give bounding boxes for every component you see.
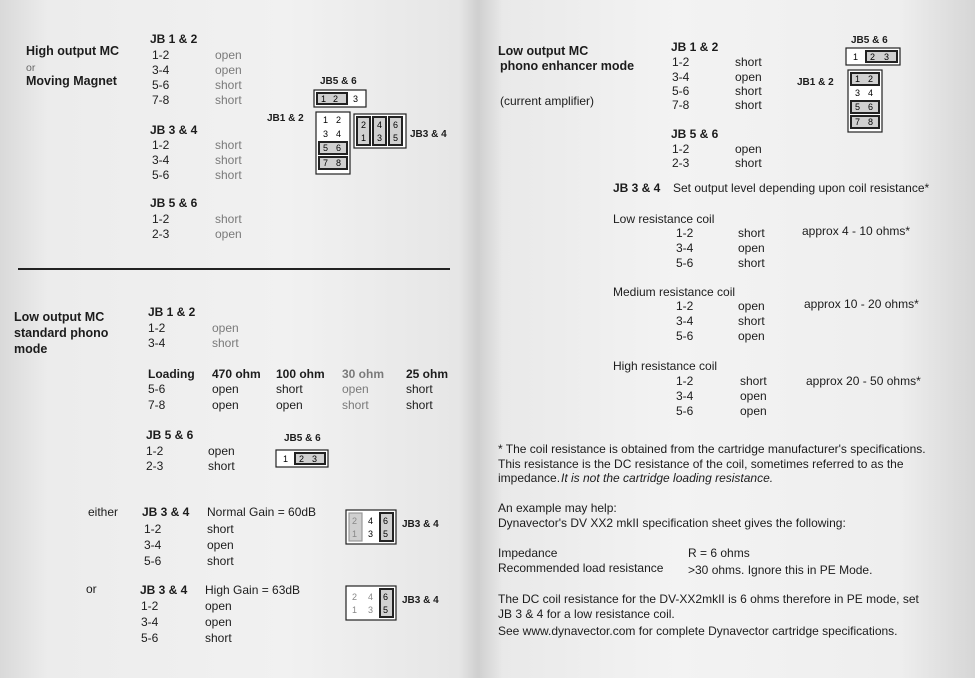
svg-text:1: 1	[352, 529, 358, 539]
or-pin: 5-6	[141, 631, 159, 645]
mode2-jb56-state: short	[208, 459, 235, 473]
svg-text:6: 6	[383, 592, 389, 602]
mode2-title-line2: standard phono	[14, 326, 109, 340]
or-gain: High Gain = 63dB	[205, 583, 301, 597]
mode1-jb12-state: short	[215, 78, 242, 92]
mode1-diagram-jb34-label: JB3 & 4	[410, 129, 447, 140]
mode1-title-line2: Moving Magnet	[26, 74, 117, 88]
loading-cell: open	[342, 382, 369, 396]
mode1-title-line1: High output MC	[26, 44, 120, 58]
loading-header: 30 ohm	[342, 367, 385, 381]
svg-text:1: 1	[321, 94, 327, 104]
pe-jb12-pin: 3-4	[672, 70, 690, 84]
coil-high-state: open	[740, 404, 767, 418]
spec-label: Recommended load resistance	[498, 561, 664, 575]
loading-header: 470 ohm	[212, 367, 261, 381]
svg-text:5: 5	[393, 133, 399, 143]
mode2-jb56-title: JB 5 & 6	[146, 428, 194, 442]
coil-medium-pin: 5-6	[676, 329, 694, 343]
either-pin: 1-2	[144, 522, 162, 536]
svg-text:3: 3	[353, 94, 359, 104]
mode1-jb12-pin: 1-2	[152, 48, 170, 62]
coil-medium-approx: approx 10 - 20 ohms*	[804, 297, 919, 311]
jb56-header	[314, 90, 366, 107]
svg-text:5: 5	[383, 529, 389, 539]
pe-mode-title-line1: Low output MC	[498, 44, 589, 58]
svg-text:6: 6	[383, 516, 389, 526]
right-page	[478, 0, 975, 678]
footnote-line: * The coil resistance is obtained from the cartridge manufacturer's specifications.	[498, 442, 926, 456]
or-pin: 1-2	[141, 599, 159, 613]
mode2-jb12-title: JB 1 & 2	[148, 305, 196, 319]
coil-low-name: Low resistance coil	[613, 212, 715, 226]
mode1-jumper-diagram	[314, 90, 444, 180]
either-state: short	[207, 554, 234, 568]
pe-jb34-heading: JB 3 & 4	[613, 181, 661, 195]
svg-text:3: 3	[368, 529, 374, 539]
svg-text:6: 6	[336, 143, 342, 153]
svg-text:7: 7	[855, 117, 861, 127]
example-line: Dynavector's DV XX2 mkII specification sheet gives the following:	[498, 516, 846, 530]
mode1-jb12-state: short	[215, 93, 242, 107]
coil-medium-state: open	[738, 299, 765, 313]
either-jb34-diagram	[346, 510, 398, 546]
mode1-jb12-pin: 3-4	[152, 63, 170, 77]
loading-cell: open	[212, 382, 239, 396]
mode1-jb34-pin: 5-6	[152, 168, 170, 182]
pe-jb12-state: open	[735, 70, 762, 84]
svg-text:1: 1	[283, 454, 289, 464]
or-jb34-title: JB 3 & 4	[140, 583, 188, 597]
mode1-jb12-pin: 5-6	[152, 78, 170, 92]
loading-cell: short	[406, 382, 433, 396]
coil-high-state: open	[740, 389, 767, 403]
loading-cell: short	[406, 398, 433, 412]
svg-text:1: 1	[361, 133, 367, 143]
pe-mode-title-line2: phono enhancer mode	[500, 59, 635, 73]
pe-jb12-title: JB 1 & 2	[671, 40, 719, 54]
mode1-diagram-jb12-label: JB1 & 2	[267, 113, 304, 124]
mode2-jb12-state: open	[212, 321, 239, 335]
pe-jb12-pin: 7-8	[672, 98, 690, 112]
coil-medium-state: short	[738, 314, 765, 328]
svg-text:8: 8	[336, 158, 342, 168]
mode2-jb12-pin: 3-4	[148, 336, 166, 350]
mode1-jb34-state: short	[215, 153, 242, 167]
or-state: open	[205, 599, 232, 613]
pe-jb56-pin: 1-2	[672, 142, 690, 156]
coil-medium-pin: 3-4	[676, 314, 694, 328]
mode1-jb56-pin: 1-2	[152, 212, 170, 226]
pe-jb12-state: short	[735, 84, 762, 98]
svg-text:8: 8	[868, 117, 874, 127]
svg-text:5: 5	[855, 102, 861, 112]
section-divider	[18, 268, 450, 270]
coil-low-approx: approx 4 - 10 ohms*	[802, 224, 911, 238]
conclusion-line: JB 3 & 4 for a low resistance coil.	[498, 607, 675, 621]
coil-medium-name: Medium resistance coil	[613, 285, 736, 299]
loading-header: 25 ohm	[406, 367, 449, 381]
either-gain: Normal Gain = 60dB	[207, 505, 317, 519]
mode1-jb12-title: JB 1 & 2	[150, 32, 198, 46]
coil-medium-state: open	[738, 329, 765, 343]
example-line: An example may help:	[498, 501, 617, 515]
coil-low-state: short	[738, 226, 765, 240]
svg-text:2: 2	[361, 120, 367, 130]
svg-text:4: 4	[368, 592, 374, 602]
either-jb34-title: JB 3 & 4	[142, 505, 190, 519]
loading-cell: 5-6	[148, 382, 166, 396]
pe-jb56-state: short	[735, 156, 762, 170]
pe-diagram-jb12-label: JB1 & 2	[797, 77, 834, 88]
mode1-title-or: or	[26, 62, 36, 74]
svg-text:4: 4	[377, 120, 383, 130]
pe-jb56-state: open	[735, 142, 762, 156]
loading-cell: short	[276, 382, 303, 396]
coil-low-state: open	[738, 241, 765, 255]
svg-text:6: 6	[393, 120, 399, 130]
coil-high-pin: 3-4	[676, 389, 694, 403]
svg-text:2: 2	[336, 115, 342, 125]
svg-text:3: 3	[855, 88, 861, 98]
conclusion-line: The DC coil resistance for the DV-XX2mkII is 6 ohms therefore in PE mode, set	[498, 592, 919, 606]
mode2-title-line3: mode	[14, 342, 48, 356]
svg-text:3: 3	[368, 605, 374, 615]
footnote-line: This resistance is the DC resistance of the coil, sometimes referred to as the	[498, 457, 904, 471]
jb34-header	[354, 114, 406, 148]
pe-jb12-header	[848, 70, 882, 132]
either-diagram-label: JB3 & 4	[402, 519, 439, 530]
coil-high-pin: 1-2	[676, 374, 694, 388]
svg-text:7: 7	[323, 158, 329, 168]
svg-text:3: 3	[312, 454, 318, 464]
pe-jb56-title: JB 5 & 6	[671, 127, 719, 141]
svg-text:1: 1	[323, 115, 329, 125]
footnote-italic: It is not the cartridge loading resistance.	[561, 471, 774, 485]
svg-text:5: 5	[383, 605, 389, 615]
svg-text:6: 6	[868, 102, 874, 112]
mode1-jb56-state: short	[215, 212, 242, 226]
pe-jb56-header	[846, 48, 900, 65]
mode2-title-line1: Low output MC	[14, 310, 105, 324]
coil-low-pin: 1-2	[676, 226, 694, 240]
pe-jb12-pin: 1-2	[672, 55, 690, 69]
or-pin: 3-4	[141, 615, 159, 629]
conclusion-line: See www.dynavector.com for complete Dynavector cartridge specifications.	[498, 624, 898, 638]
spec-value: R = 6 ohms	[688, 546, 750, 560]
coil-high-pin: 5-6	[676, 404, 694, 418]
mode2-jb56-pin: 1-2	[146, 444, 164, 458]
coil-medium-pin: 1-2	[676, 299, 694, 313]
loading-header: Loading	[148, 367, 195, 381]
mode1-jb12-pin: 7-8	[152, 93, 170, 107]
pe-jb34-description: Set output level depending upon coil resistance*	[673, 181, 930, 195]
svg-text:2: 2	[333, 94, 339, 104]
loading-cell: open	[212, 398, 239, 412]
mode1-jb56-state: open	[215, 227, 242, 241]
svg-text:2: 2	[352, 516, 358, 526]
svg-text:3: 3	[884, 52, 890, 62]
or-state: open	[205, 615, 232, 629]
mode2-diagram-jb56-label: JB5 & 6	[284, 433, 321, 444]
pe-jb12-state: short	[735, 98, 762, 112]
loading-header: 100 ohm	[276, 367, 325, 381]
spec-label: Impedance	[498, 546, 558, 560]
or-label: or	[86, 582, 97, 596]
or-state: short	[205, 631, 232, 645]
loading-cell: open	[276, 398, 303, 412]
mode1-jb34-state: short	[215, 168, 242, 182]
pe-jumper-diagram	[846, 48, 906, 133]
or-diagram-label: JB3 & 4	[402, 595, 439, 606]
mode1-jb34-pin: 3-4	[152, 153, 170, 167]
svg-text:1: 1	[853, 52, 859, 62]
svg-text:2: 2	[299, 454, 305, 464]
coil-high-name: High resistance coil	[613, 359, 718, 373]
svg-text:4: 4	[368, 516, 374, 526]
or-jb34-diagram	[346, 586, 398, 622]
left-page	[0, 0, 478, 678]
mode2-jb56-diagram	[276, 450, 336, 472]
coil-high-state: short	[740, 374, 767, 388]
mode1-diagram-jb56-label: JB5 & 6	[320, 76, 357, 87]
loading-cell: 7-8	[148, 398, 166, 412]
mode1-jb56-title: JB 5 & 6	[150, 196, 198, 210]
loading-cell: short	[342, 398, 369, 412]
mode1-jb34-state: short	[215, 138, 242, 152]
svg-text:2: 2	[868, 74, 874, 84]
svg-text:1: 1	[352, 605, 358, 615]
coil-low-state: short	[738, 256, 765, 270]
pe-jb12-pin: 5-6	[672, 84, 690, 98]
svg-text:4: 4	[336, 129, 342, 139]
pe-mode-subtitle: (current amplifier)	[500, 94, 595, 108]
pe-diagram-jb56-label: JB5 & 6	[851, 35, 888, 46]
jb12-header	[316, 112, 350, 174]
mode1-jb56-pin: 2-3	[152, 227, 170, 241]
either-state: short	[207, 522, 234, 536]
mode1-jb34-title: JB 3 & 4	[150, 123, 198, 137]
svg-text:3: 3	[323, 129, 329, 139]
svg-text:5: 5	[323, 143, 329, 153]
svg-text:1: 1	[855, 74, 861, 84]
mode2-jb12-state: short	[212, 336, 239, 350]
footnote-line: impedance.	[498, 471, 561, 485]
mode2-jb56-pin: 2-3	[146, 459, 164, 473]
coil-high-approx: approx 20 - 50 ohms*	[806, 374, 921, 388]
svg-text:2: 2	[352, 592, 358, 602]
coil-low-pin: 5-6	[676, 256, 694, 270]
mode2-jb12-pin: 1-2	[148, 321, 166, 335]
svg-text:4: 4	[868, 88, 874, 98]
svg-text:2: 2	[870, 52, 876, 62]
mode1-jb34-pin: 1-2	[152, 138, 170, 152]
spec-value: >30 ohms. Ignore this in PE Mode.	[688, 563, 873, 577]
mode1-jb12-state: open	[215, 48, 242, 62]
pe-jb56-pin: 2-3	[672, 156, 690, 170]
svg-text:3: 3	[377, 133, 383, 143]
either-state: open	[207, 538, 234, 552]
mode2-jb56-state: open	[208, 444, 235, 458]
coil-low-pin: 3-4	[676, 241, 694, 255]
either-pin: 3-4	[144, 538, 162, 552]
either-label: either	[88, 505, 119, 519]
mode1-jb12-state: open	[215, 63, 242, 77]
either-pin: 5-6	[144, 554, 162, 568]
pe-jb12-state: short	[735, 55, 762, 69]
